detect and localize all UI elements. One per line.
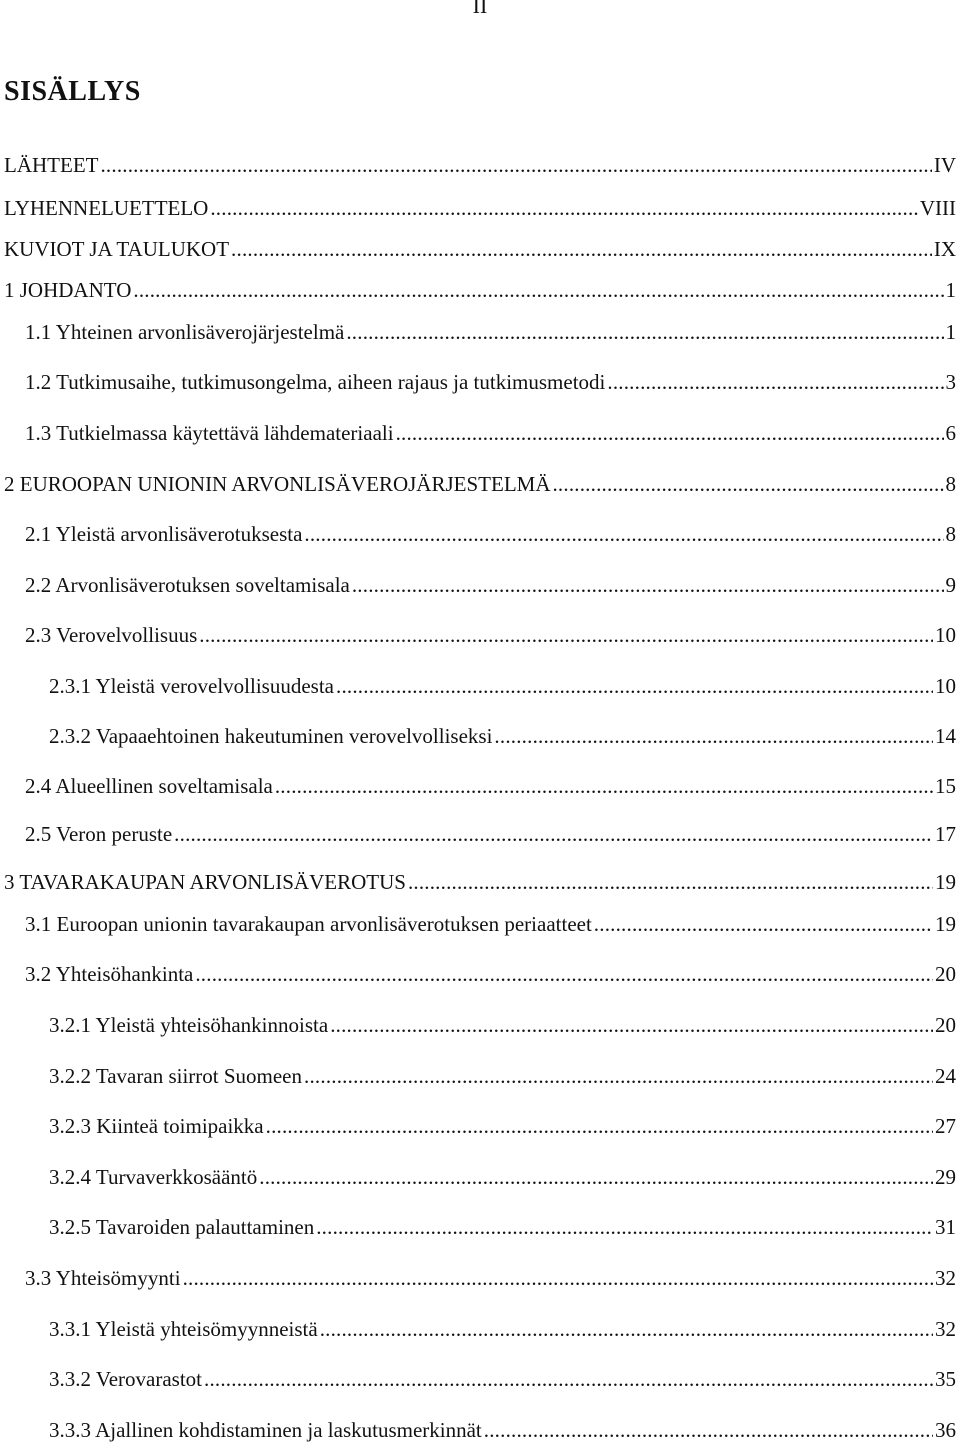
toc-entry-label: 3.3.2 Verovarastot [49, 1367, 202, 1391]
toc-entry-page: IV [933, 153, 956, 177]
dot-leader [336, 673, 933, 699]
toc-entry-label: 2.3.2 Vapaaehtoinen hakeutuminen verovelvolliseksi [49, 724, 493, 748]
toc-title: SISÄLLYS [4, 76, 141, 107]
dot-leader [494, 723, 933, 749]
dot-leader [316, 1214, 933, 1240]
toc-entry-label: 2.2 Arvonlisäverotuksen soveltamisala [25, 573, 350, 597]
toc-entry-label: 3.2.3 Kiinteä toimipaikka [49, 1114, 264, 1138]
toc-entry-page: 31 [935, 1215, 956, 1239]
dot-leader [408, 869, 933, 895]
dot-leader [100, 152, 931, 178]
toc-entry-label: LYHENNELUETTELO [4, 196, 209, 220]
toc-entry-page: 32 [935, 1317, 956, 1341]
toc-entry-page: 10 [935, 674, 956, 698]
toc-entry-page: 17 [935, 822, 956, 846]
toc-entry-2-3-1[interactable] [49, 673, 956, 699]
toc-entry-lyhenneluettelo[interactable] [4, 195, 956, 221]
toc-entry-2-5[interactable] [25, 821, 956, 847]
toc-entry-3-3[interactable] [25, 1265, 956, 1291]
toc-entry-3-2-2[interactable] [49, 1063, 956, 1089]
toc-entry-3-3-1[interactable] [49, 1316, 956, 1342]
dot-leader [195, 961, 933, 987]
toc-entry-3[interactable] [4, 869, 956, 895]
dot-leader [607, 369, 943, 395]
toc-entry-label: 3.2.4 Turvaverkkosääntö [49, 1165, 258, 1189]
toc-entry-label: 2.1 Yleistä arvonlisäverotuksesta [25, 522, 303, 546]
dot-leader [594, 911, 933, 937]
toc-entry-page: 10 [935, 623, 956, 647]
dot-leader [484, 1417, 933, 1443]
toc-entry-label: KUVIOT JA TAULUKOT [4, 237, 230, 261]
toc-entry-3-2-3[interactable] [49, 1113, 956, 1139]
toc-entry-kuviot-ja-taulukot[interactable] [4, 236, 956, 262]
toc-entry-page: 29 [935, 1165, 956, 1189]
dot-leader [320, 1316, 933, 1342]
toc-entry-1-2[interactable] [25, 369, 956, 395]
dot-leader [199, 622, 933, 648]
dot-leader [133, 277, 943, 303]
toc-entry-page: 1 [945, 278, 956, 302]
toc-entry-label: 3.3.1 Yleistä yhteisömyynneistä [49, 1317, 318, 1341]
toc-entry-page: 19 [935, 912, 956, 936]
toc-entry-page: 3 [945, 370, 956, 394]
toc-entry-page: 19 [935, 870, 956, 894]
toc-entry-label: 1 JOHDANTO [4, 278, 132, 302]
toc-entry-3-2-5[interactable] [49, 1214, 956, 1240]
toc-entry-page: 1 [945, 320, 956, 344]
toc-entry-page: 8 [945, 472, 956, 496]
toc-entry-page: 9 [945, 573, 956, 597]
toc-entry-page: 14 [935, 724, 956, 748]
dot-leader [346, 319, 943, 345]
toc-entry-2-3-2[interactable] [49, 723, 956, 749]
toc-entry-page: 15 [935, 774, 956, 798]
dot-leader [183, 1265, 933, 1291]
toc-entry-1[interactable] [4, 277, 956, 303]
dot-leader [304, 1063, 933, 1089]
toc-entry-3-2-1[interactable] [49, 1012, 956, 1038]
dot-leader [552, 471, 943, 497]
toc-entry-label: 3.1 Euroopan unionin tavarakaupan arvonlisäverotuksen periaatteet [25, 912, 592, 936]
toc-entry-label: 3.2.2 Tavaran siirrot Suomeen [49, 1064, 303, 1088]
toc-entry-page: 20 [935, 962, 956, 986]
toc-entry-page: 20 [935, 1013, 956, 1037]
toc-entry-1-3[interactable] [25, 420, 956, 446]
toc-entry-3-2-4[interactable] [49, 1164, 956, 1190]
dot-leader [330, 1012, 933, 1038]
toc-entry-label: 2.3 Verovelvollisuus [25, 623, 198, 647]
toc-entry-label: 1.2 Tutkimusaihe, tutkimusongelma, aiheen rajaus ja tutkimusmetodi [25, 370, 606, 394]
page-number: II [472, 0, 488, 18]
toc-entry-page: 36 [935, 1418, 956, 1442]
toc-entry-3-3-3[interactable] [49, 1417, 956, 1443]
toc-entry-label: 1.3 Tutkielmassa käytettävä lähdemateriaali [25, 421, 394, 445]
toc-entry-page: 32 [935, 1266, 956, 1290]
toc-entry-label: 3 TAVARAKAUPAN ARVONLISÄVEROTUS [4, 870, 406, 894]
toc-entry-2-4[interactable] [25, 773, 956, 799]
toc-entry-label: 3.2.1 Yleistä yhteisöhankinnoista [49, 1013, 329, 1037]
dot-leader [204, 1366, 933, 1392]
toc-entry-3-1[interactable] [25, 911, 956, 937]
dot-leader [259, 1164, 933, 1190]
toc-entry-3-2[interactable] [25, 961, 956, 987]
toc-entry-page: 35 [935, 1367, 956, 1391]
toc-entry-lahteet[interactable] [4, 152, 956, 178]
dot-leader [231, 236, 932, 262]
toc-entry-label: 2.4 Alueellinen soveltamisala [25, 774, 273, 798]
dot-leader [174, 821, 933, 847]
dot-leader [210, 195, 918, 221]
toc-entry-label: 2.5 Veron peruste [25, 822, 173, 846]
toc-entry-2-1[interactable] [25, 521, 956, 547]
toc-entry-2-2[interactable] [25, 572, 956, 598]
toc-entry-label: 3.2 Yhteisöhankinta [25, 962, 194, 986]
toc-entry-2[interactable] [4, 471, 956, 497]
toc-entry-3-3-2[interactable] [49, 1366, 956, 1392]
toc-entry-label: 1.1 Yhteinen arvonlisäverojärjestelmä [25, 320, 345, 344]
toc-entry-1-1[interactable] [25, 319, 956, 345]
toc-entry-page: IX [933, 237, 956, 261]
dot-leader [266, 1113, 933, 1139]
toc-entry-label: 3.3.3 Ajallinen kohdistaminen ja laskutusmerkinnät [49, 1418, 482, 1442]
toc-entry-label: 2 EUROOPAN UNIONIN ARVONLISÄVEROJÄRJESTELMÄ [4, 472, 551, 496]
toc-entry-label: LÄHTEET [4, 153, 99, 177]
toc-entry-page: 6 [945, 421, 956, 445]
toc-entry-2-3[interactable] [25, 622, 956, 648]
toc-entry-label: 3.2.5 Tavaroiden palauttaminen [49, 1215, 315, 1239]
toc-entry-page: 8 [945, 522, 956, 546]
dot-leader [396, 420, 944, 446]
toc-entry-page: 24 [935, 1064, 956, 1088]
toc-entry-page: 27 [935, 1114, 956, 1138]
dot-leader [275, 773, 933, 799]
toc-entry-page: VIII [919, 196, 956, 220]
toc-entry-label: 2.3.1 Yleistä verovelvollisuudesta [49, 674, 334, 698]
dot-leader [352, 572, 944, 598]
toc-entry-label: 3.3 Yhteisömyynti [25, 1266, 181, 1290]
dot-leader [304, 521, 943, 547]
